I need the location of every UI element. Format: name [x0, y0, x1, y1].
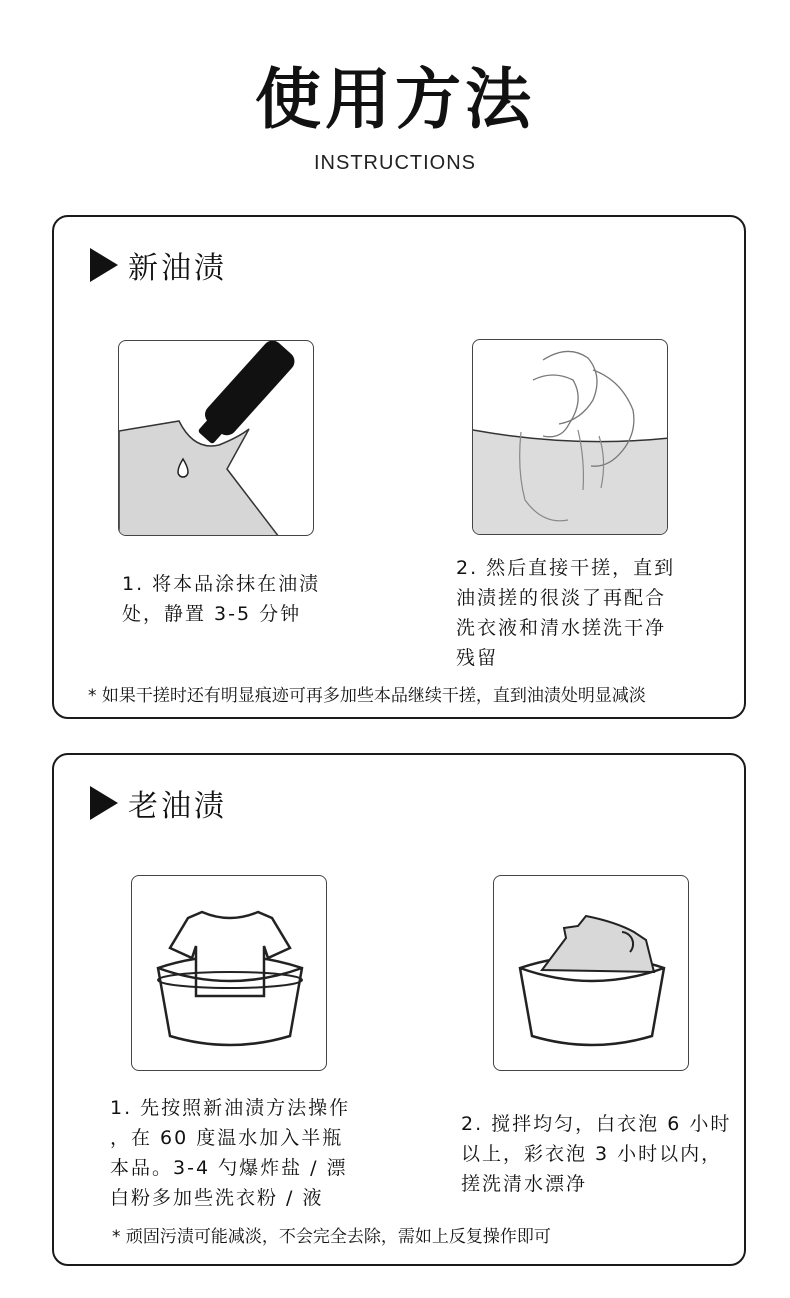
section-heading	[90, 785, 227, 824]
section-note: * 如果干搓时还有明显痕迹可再多加些本品继续干搓，直到油渍处明显减淡	[88, 686, 646, 706]
section-new-oil-stain	[52, 215, 746, 719]
play-triangle-icon	[90, 248, 118, 282]
step-1-text: 1. 将本品涂抹在油渍 处，静置 3-5 分钟	[122, 573, 321, 625]
shirt-in-basin-icon	[131, 875, 327, 1071]
play-triangle-icon	[90, 786, 118, 820]
shirt-soaking-in-basin-icon	[493, 875, 689, 1071]
section-old-oil-stain	[52, 753, 746, 1266]
hands-rubbing-fabric-icon	[472, 339, 668, 535]
section-heading	[90, 247, 227, 286]
section-title: 新油渍	[128, 251, 227, 286]
step-1-text: 1. 先按照新油渍方法操作 ，在 60 度温水加入半瓶 本品。3-4 勺爆炸盐 / 漂 白粉多加些洗衣粉 / 液	[110, 1097, 351, 1209]
page-title: 使用方法	[255, 61, 535, 138]
page-subtitle: INSTRUCTIONS	[314, 152, 476, 174]
section-title: 老油渍	[128, 789, 227, 824]
bottle-dropping-on-shirt-icon	[118, 340, 314, 536]
step-2-text: 2. 然后直接干搓，直到 油渍搓的很淡了再配合 洗衣液和清水搓洗干净 残留	[456, 557, 676, 669]
step-2-text: 2. 搅拌均匀，白衣泡 6 小时 以上，彩衣泡 3 小时以内， 搓洗清水漂净	[461, 1113, 732, 1195]
section-note: * 顽固污渍可能减淡，不会完全去除，需如上反复操作即可	[112, 1227, 551, 1247]
